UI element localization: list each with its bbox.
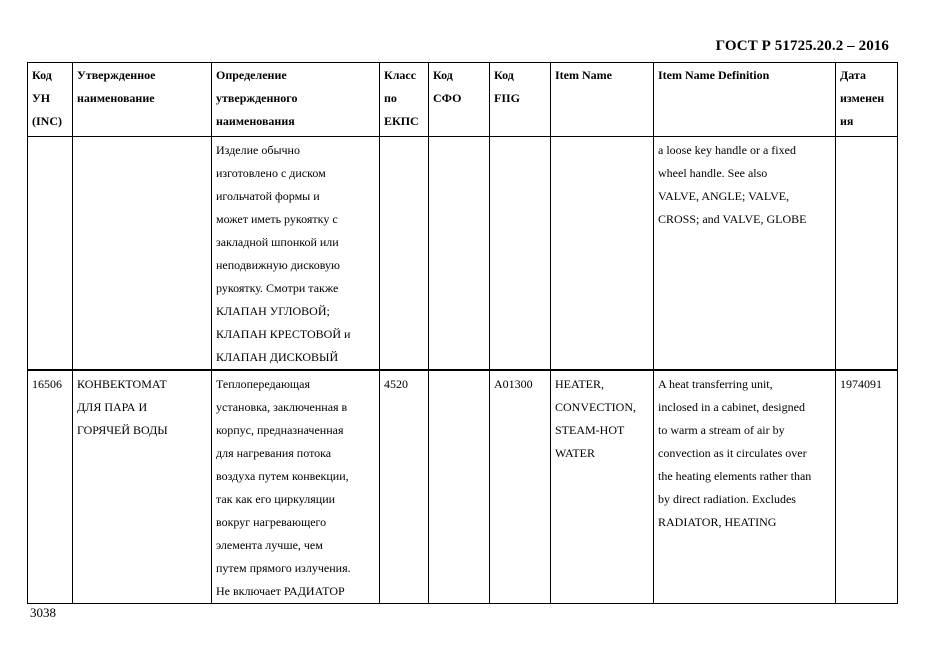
cell-line: корпус, предназначенная — [216, 423, 344, 437]
cell-line: CONVECTION, — [555, 400, 636, 414]
cell-line: неподвижную дисковую — [216, 258, 340, 272]
cell-fiig: A01300 — [490, 370, 551, 604]
header-line: Код — [494, 68, 514, 82]
col-header-definition-ru — [212, 63, 380, 137]
cell-line: A heat transferring unit, — [658, 377, 773, 391]
cell-line: Не включает РАДИАТОР — [216, 584, 345, 598]
table-row — [28, 137, 898, 371]
standard-designation: ГОСТ Р 51725.20.2 – 2016 — [715, 38, 889, 54]
cell-line: закладной шпонкой или — [216, 235, 339, 249]
cell-line: VALVE, ANGLE; VALVE, — [658, 189, 790, 203]
cell-line: Изделие обычно — [216, 143, 300, 157]
cell-line: RADIATOR, HEATING — [658, 515, 777, 529]
table-row — [28, 370, 898, 604]
table-header-row — [28, 63, 898, 137]
cell-line: воздуха путем конвекции, — [216, 469, 349, 483]
cell-line: a loose key handle or a fixed — [658, 143, 796, 157]
header-line: утвержденного — [216, 91, 298, 105]
page-number: 3038 — [30, 605, 56, 620]
col-header-fiig — [490, 63, 551, 137]
cell-line: КЛАПАН КРЕСТОВОЙ и — [216, 327, 351, 341]
cell-line: так как его циркуляции — [216, 492, 336, 506]
cell-approved-name — [73, 370, 212, 604]
col-header-class — [380, 63, 429, 137]
header-line: ЕКПС — [384, 114, 419, 128]
cell-class — [380, 137, 429, 371]
cell-definition-ru — [212, 370, 380, 604]
cell-sfo — [429, 137, 490, 371]
cell-line: КОНВЕКТОМАТ — [77, 377, 167, 391]
cell-inc — [28, 137, 73, 371]
cell-line: вокруг нагревающего — [216, 515, 327, 529]
cell-line: the heating elements rather than — [658, 469, 812, 483]
cell-line: WATER — [555, 446, 595, 460]
header-line: Item Name — [555, 68, 612, 82]
cell-definition-en — [654, 137, 836, 371]
header-line: Дата — [840, 68, 866, 82]
header-line: Класс — [384, 68, 417, 82]
cell-line: КЛАПАН УГЛОВОЙ; — [216, 304, 330, 318]
header-line: Item Name Definition — [658, 68, 770, 82]
header-line: ия — [840, 114, 854, 128]
header-line: FIIG — [494, 91, 521, 105]
cell-change-date: 1974091 — [836, 370, 898, 604]
cell-approved-name — [73, 137, 212, 371]
cell-line: КЛАПАН ДИСКОВЫЙ — [216, 350, 339, 364]
cell-line: для нагревания потока — [216, 446, 332, 460]
cell-line: рукоятку. Смотри также — [216, 281, 339, 295]
cell-fiig — [490, 137, 551, 371]
header-line: Код — [433, 68, 453, 82]
cell-line: by direct radiation. Excludes — [658, 492, 796, 506]
cell-inc: 16506 — [28, 370, 73, 604]
col-header-inc — [28, 63, 73, 137]
header-line: изменен — [840, 91, 885, 105]
col-header-approved-name — [73, 63, 212, 137]
cell-line: элемента лучше, чем — [216, 538, 323, 552]
header-line: Код — [32, 68, 52, 82]
cell-line: путем прямого излучения. — [216, 561, 351, 575]
cell-definition-en — [654, 370, 836, 604]
cell-class: 4520 — [380, 370, 429, 604]
header-line: наименование — [77, 91, 155, 105]
col-header-change-date — [836, 63, 898, 137]
header-line: Определение — [216, 68, 287, 82]
cell-item-name — [551, 370, 654, 604]
cell-line: установка, заключенная в — [216, 400, 348, 414]
cell-definition-ru — [212, 137, 380, 371]
cell-line: HEATER, — [555, 377, 604, 391]
cell-line: игольчатой формы и — [216, 189, 320, 203]
cell-item-name — [551, 137, 654, 371]
col-header-item-name — [551, 63, 654, 137]
cell-line: inclosed in a cabinet, designed — [658, 400, 805, 414]
cell-line: ГОРЯЧЕЙ ВОДЫ — [77, 423, 168, 437]
cell-line: ДЛЯ ПАРА И — [77, 400, 148, 414]
cell-line: Теплопередающая — [216, 377, 311, 391]
cell-line: может иметь рукоятку с — [216, 212, 338, 226]
cell-change-date — [836, 137, 898, 371]
header-line: СФО — [433, 91, 462, 105]
cell-line: wheel handle. See also — [658, 166, 768, 180]
cell-sfo — [429, 370, 490, 604]
cell-line: convection as it circulates over — [658, 446, 807, 460]
cell-line: STEAM-HOT — [555, 423, 625, 437]
cell-line: изготовлено с диском — [216, 166, 326, 180]
cell-line: CROSS; and VALVE, GLOBE — [658, 212, 807, 226]
header-line: по — [384, 91, 397, 105]
header-line: (INC) — [32, 114, 62, 128]
col-header-sfo — [429, 63, 490, 137]
header-line: Утвержденное — [77, 68, 156, 82]
cell-line: to warm a stream of air by — [658, 423, 785, 437]
col-header-item-name-definition — [654, 63, 836, 137]
header-line: УН — [32, 91, 51, 105]
inc-table — [27, 62, 898, 604]
header-line: наименования — [216, 114, 295, 128]
